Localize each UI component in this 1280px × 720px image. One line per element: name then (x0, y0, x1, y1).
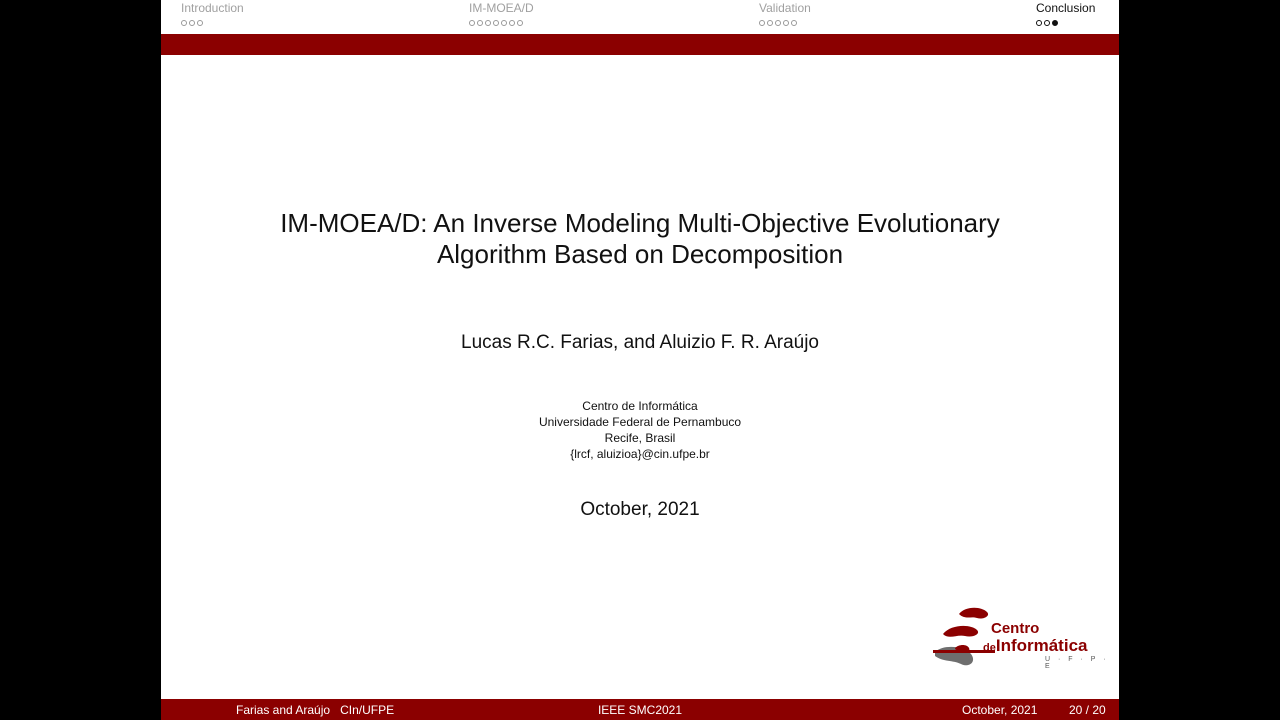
header-bar (161, 34, 1119, 55)
institute-line: Centro de Informática (582, 399, 698, 413)
logo-subtext: U · F · P · E (1045, 656, 1109, 670)
nav-frame-dot[interactable] (517, 20, 523, 26)
nav-frame-dot[interactable] (1036, 20, 1042, 26)
nav-section-conclusion[interactable] (1036, 1, 1095, 26)
nav-frame-dot[interactable] (469, 20, 475, 26)
section-navigation (161, 0, 1119, 34)
footer-institute: CIn/UFPE (340, 703, 395, 717)
footer-date: October, 2021 (962, 703, 1038, 717)
presentation-date: October, 2021 (580, 499, 700, 520)
institute-line: Recife, Brasil (604, 431, 676, 445)
institute (161, 398, 1119, 462)
footer-bar (161, 699, 1119, 720)
nav-frame-dot[interactable] (493, 20, 499, 26)
footer-author-names: Farias and Araújo (236, 703, 331, 717)
nav-frame-dot[interactable] (477, 20, 483, 26)
title-line-1: IM-MOEA/D: An Inverse Modeling Multi-Objective Evolutionary (280, 208, 1000, 238)
nav-frame-dot[interactable] (791, 20, 797, 26)
nav-frame-dot[interactable] (197, 20, 203, 26)
nav-dots (759, 20, 811, 26)
nav-frame-dot[interactable] (189, 20, 195, 26)
nav-frame-dot[interactable] (1044, 20, 1050, 26)
footer-conference: IEEE SMC2021 (597, 703, 683, 717)
nav-dots (469, 20, 534, 26)
email: {lrcf, aluizioa}@cin.ufpe.br (570, 447, 710, 461)
nav-frame-dot[interactable] (767, 20, 773, 26)
nav-label[interactable]: Introduction (181, 1, 244, 15)
logo-text-prefix: de (983, 642, 996, 654)
page-number: 20 / 20 (1069, 703, 1106, 717)
nav-section-im-moead[interactable] (469, 1, 534, 26)
title-line-2: Algorithm Based on Decomposition (436, 239, 844, 269)
nav-frame-dot[interactable] (759, 20, 765, 26)
nav-section-introduction[interactable] (181, 1, 244, 26)
nav-label[interactable]: IM-MOEA/D (469, 1, 534, 15)
slide-title (161, 208, 1119, 270)
nav-section-validation[interactable] (759, 1, 811, 26)
nav-frame-dot[interactable] (509, 20, 515, 26)
authors: Lucas R.C. Farias, and Aluizio F. R. Araújo (461, 332, 819, 353)
institute-line: Universidade Federal de Pernambuco (538, 415, 742, 429)
nav-frame-dot[interactable] (775, 20, 781, 26)
logo-text: Centro (991, 620, 1040, 637)
nav-label[interactable]: Conclusion (1036, 1, 1096, 15)
nav-dots (181, 20, 244, 26)
logo-text-main: Informática (995, 636, 1088, 655)
nav-dots (1036, 20, 1095, 26)
nav-frame-dot[interactable] (485, 20, 491, 26)
nav-label[interactable]: Validation (759, 1, 811, 15)
nav-frame-dot[interactable] (501, 20, 507, 26)
nav-frame-dot[interactable] (1052, 20, 1058, 26)
nav-frame-dot[interactable] (783, 20, 789, 26)
slide (161, 0, 1119, 720)
centro-de-informatica-logo (931, 604, 1111, 676)
logo-text (983, 637, 1087, 657)
nav-frame-dot[interactable] (181, 20, 187, 26)
